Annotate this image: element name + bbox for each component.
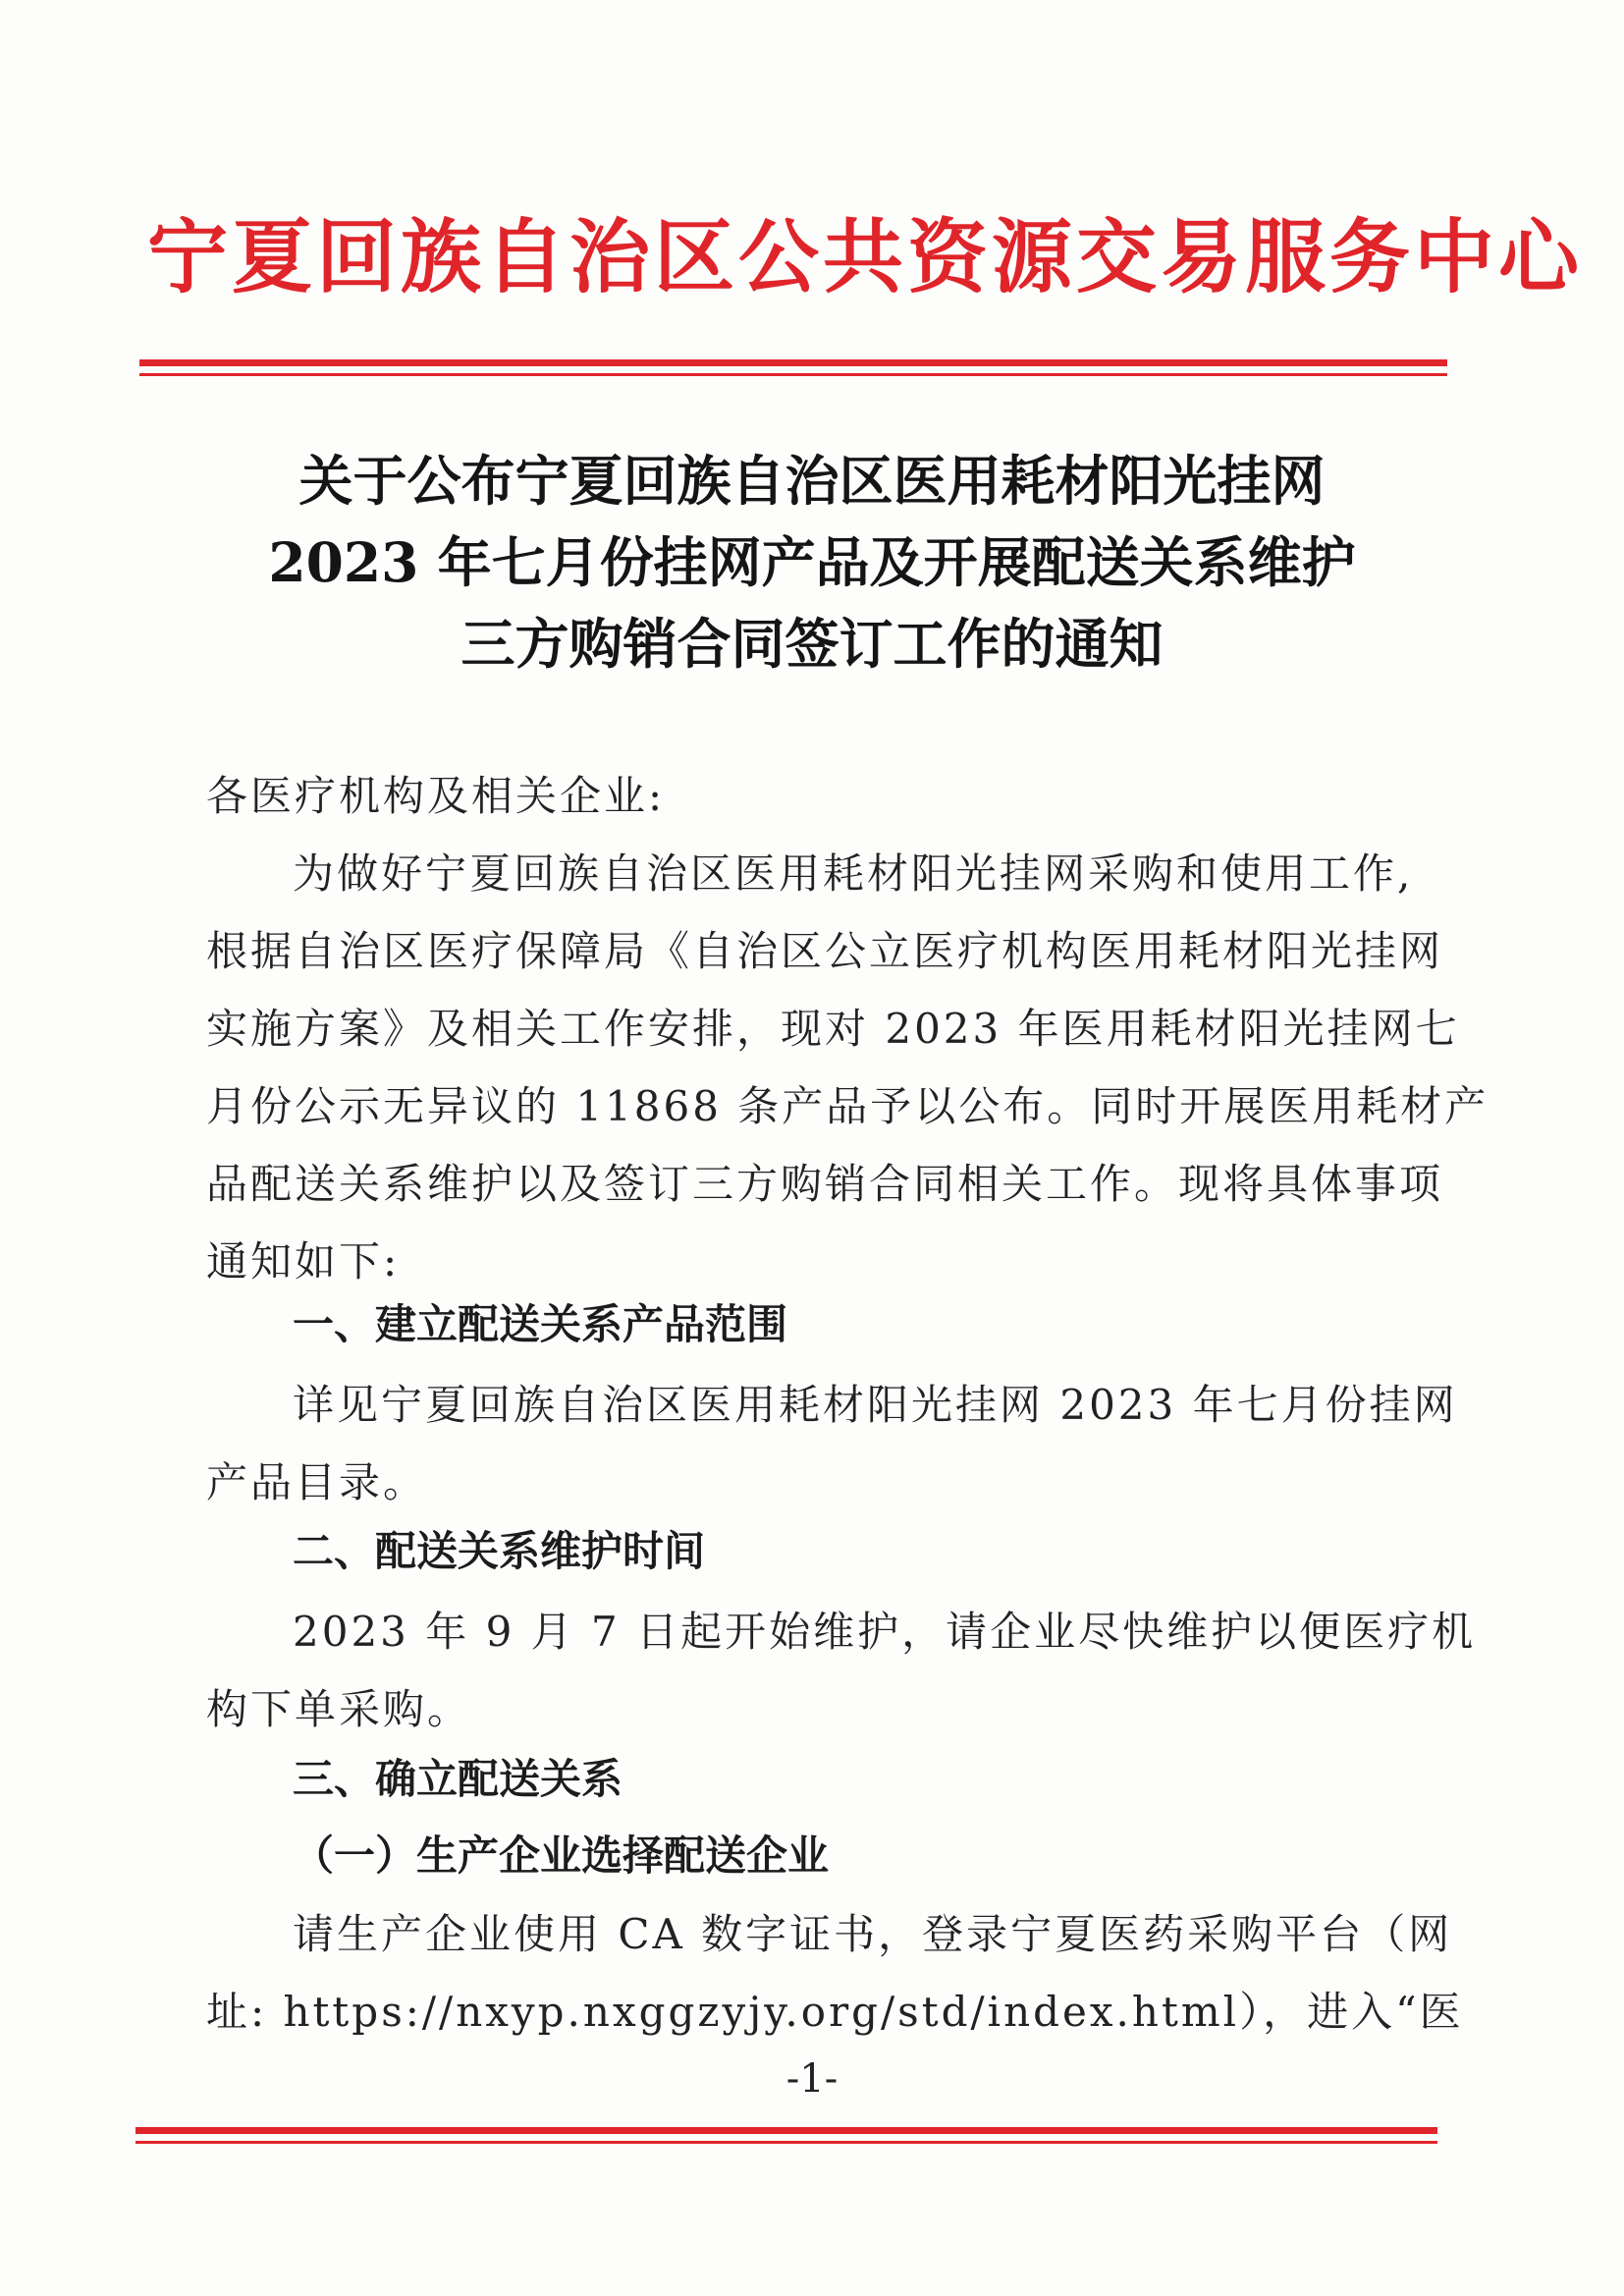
header-rule-thick (139, 359, 1447, 366)
section-1-line-1: 详见宁夏回族自治区医用耗材阳光挂网 2023 年七月份挂网 (293, 1381, 1458, 1429)
section-3-line-2: 址: https://nxyp.nxggzyjy.org/std/index.html），进入“医 (206, 1988, 1464, 2036)
intro-line-3: 实施方案》及相关工作安排，现对 2023 年医用耗材阳光挂网七 (206, 1005, 1460, 1053)
section-3-line-1: 请生产企业使用 CA 数字证书，登录宁夏医药采购平台（网 (293, 1910, 1453, 1958)
org-header-title: 宁夏回族自治区公共资源交易服务中心 (147, 211, 1584, 304)
intro-line-5: 品配送关系维护以及签订三方购销合同相关工作。现将具体事项 (206, 1160, 1444, 1208)
section-3-subheading: （一）生产企业选择配送企业 (293, 1831, 830, 1880)
intro-line-4: 月份公示无异议的 11868 条产品予以公布。同时开展医用耗材产 (206, 1082, 1489, 1130)
intro-line-6: 通知如下: (206, 1237, 401, 1285)
section-1-line-2: 产品目录。 (206, 1458, 428, 1506)
intro-line-1: 为做好宁夏回族自治区医用耗材阳光挂网采购和使用工作, (293, 849, 1414, 898)
section-2-line-2: 构下单采购。 (206, 1685, 472, 1733)
section-2-heading: 二、配送关系维护时间 (293, 1527, 706, 1575)
footer-rule-thin (135, 2141, 1437, 2144)
footer-rule-thick (135, 2127, 1437, 2134)
title-line-1: 关于公布宁夏回族自治区医用耗材阳光挂网 (298, 449, 1326, 513)
header-rule-thin (139, 373, 1447, 376)
document-title (137, 440, 1487, 684)
section-2-line-1: 2023 年 9 月 7 日起开始维护，请企业尽快维护以便医疗机 (293, 1608, 1477, 1656)
salutation: 各医疗机构及相关企业: (206, 772, 666, 820)
title-line-3: 三方购销合同签订工作的通知 (460, 612, 1164, 676)
page-number: -1- (785, 2056, 839, 2102)
section-1-heading: 一、建立配送关系产品范围 (293, 1300, 788, 1348)
intro-line-2: 根据自治区医疗保障局《自治区公立医疗机构医用耗材阳光挂网 (206, 927, 1444, 975)
section-3-heading: 三、确立配送关系 (293, 1755, 623, 1803)
title-line-2: 2023 年七月份挂网产品及开展配送关系维护 (268, 530, 1356, 594)
